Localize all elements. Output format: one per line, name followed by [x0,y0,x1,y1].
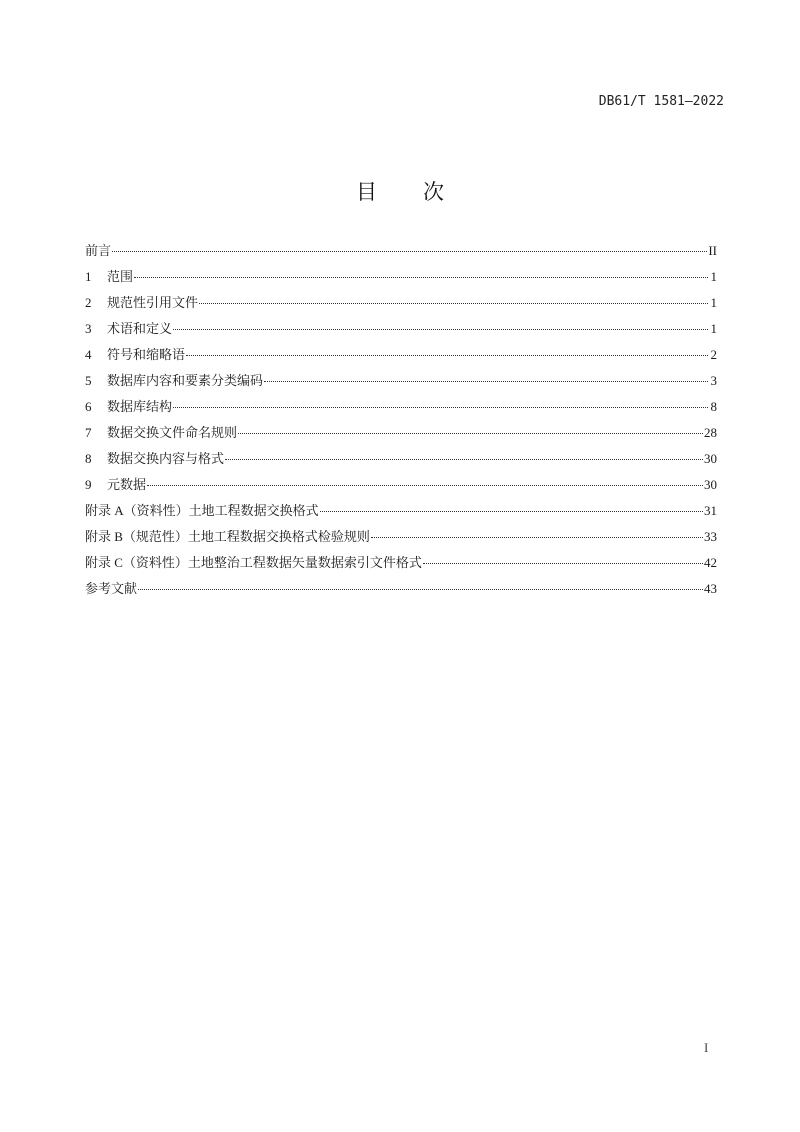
toc-label: 数据库内容和要素分类编码 [107,373,264,388]
toc-entry-8[interactable] [85,449,717,475]
toc-entry-9[interactable] [85,475,717,501]
toc-leader [238,432,703,434]
toc-leader [264,380,708,382]
toc-entry-6[interactable] [85,397,717,423]
toc-label: 术语和定义 [107,321,173,336]
toc-page: 43 [704,581,717,596]
toc-page: 33 [704,529,717,544]
toc-number: 9 [85,477,92,492]
standard-code: DB61/T 1581—2022 [598,94,724,109]
toc-page: 1 [710,295,717,310]
toc-entry-references[interactable] [85,579,717,605]
toc-leader [134,276,708,278]
toc-entry-4[interactable] [85,345,717,371]
toc-page: 30 [704,451,717,466]
toc-leader [199,302,708,304]
toc-label: 前言 [85,243,112,258]
toc-label: 参考文献 [85,581,138,596]
toc-page: II [708,243,717,258]
toc-entry-appendix-c[interactable] [85,553,717,579]
toc-page: 8 [710,399,717,414]
toc-entry-5[interactable] [85,371,717,397]
page-title [0,176,800,206]
toc-page: 1 [710,269,717,284]
toc-leader [147,484,703,486]
toc-page: 1 [710,321,717,336]
toc-label: 规范性引用文件 [107,295,199,310]
toc-leader [423,562,703,564]
toc-leader [371,536,703,538]
toc-page: 28 [704,425,717,440]
toc-label: 附录 C（资料性）土地整治工程数据矢量数据索引文件格式 [85,555,422,570]
toc-leader [225,458,703,460]
toc-page: 3 [710,373,717,388]
toc-entry-appendix-b[interactable] [85,527,717,553]
toc-entry-3[interactable] [85,319,717,345]
toc-leader [173,406,708,408]
toc-page: 31 [704,503,717,518]
toc-number: 4 [85,347,92,362]
toc-number: 8 [85,451,92,466]
table-of-contents [85,241,717,605]
toc-number: 3 [85,321,92,336]
toc-number: 6 [85,399,92,414]
toc-leader [173,328,708,330]
toc-label: 数据库结构 [107,399,173,414]
toc-page: 2 [710,347,717,362]
toc-number: 1 [85,269,92,284]
toc-entry-foreword[interactable] [85,241,717,267]
toc-number: 2 [85,295,92,310]
toc-leader [112,250,707,252]
toc-leader [138,588,703,590]
page-number: I [704,1040,709,1055]
toc-entry-1[interactable] [85,267,717,293]
toc-entry-2[interactable] [85,293,717,319]
toc-label: 附录 B（规范性）土地工程数据交换格式检验规则 [85,529,370,544]
toc-page: 30 [704,477,717,492]
toc-label: 范围 [107,269,134,284]
toc-label: 附录 A（资料性）土地工程数据交换格式 [85,503,319,518]
toc-label: 数据交换内容与格式 [107,451,225,466]
toc-label: 符号和缩略语 [107,347,186,362]
toc-label: 数据交换文件命名规则 [107,425,238,440]
title-char-2: 次 [423,180,444,204]
toc-number: 7 [85,425,92,440]
toc-label: 元数据 [107,477,147,492]
toc-leader [320,510,703,512]
toc-page: 42 [704,555,717,570]
toc-number: 5 [85,373,92,388]
toc-leader [186,354,708,356]
toc-entry-7[interactable] [85,423,717,449]
title-char-1: 目 [356,180,377,204]
toc-entry-appendix-a[interactable] [85,501,717,527]
